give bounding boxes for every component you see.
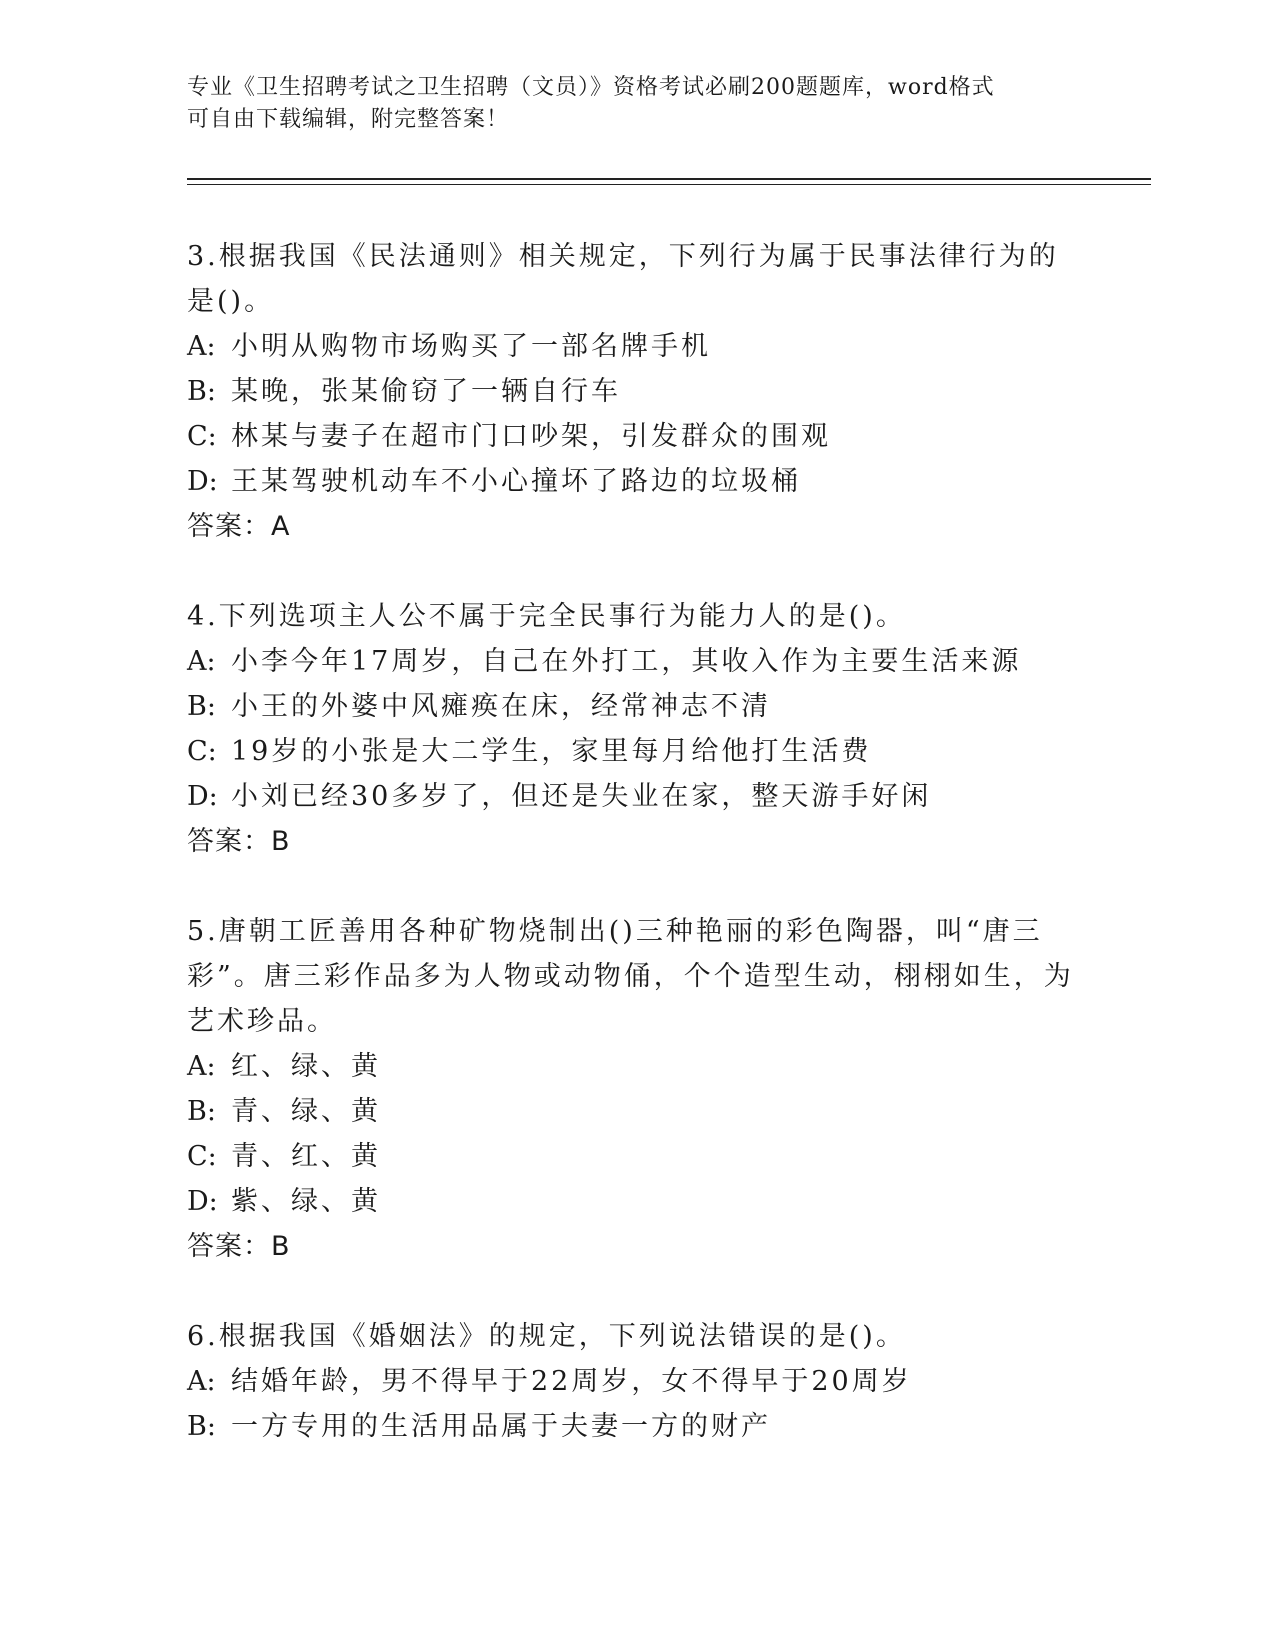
option-text: 19岁的小张是大二学生，家里每月给他打生活费: [231, 736, 872, 767]
option-key: C:: [187, 1141, 217, 1172]
question-6: [187, 1314, 1087, 1449]
option-a: [187, 639, 1087, 684]
option-key: D:: [187, 781, 218, 812]
option-c: [187, 1134, 1087, 1179]
question-stem: 6.根据我国《婚姻法》的规定，下列说法错误的是()。: [187, 1321, 906, 1352]
option-text: 小刘已经30多岁了，但还是失业在家，整天游手好闲: [231, 781, 932, 812]
option-a: [187, 1044, 1087, 1089]
question-4: [187, 594, 1087, 864]
option-a: [187, 1359, 1087, 1404]
option-text: 一方专用的生活用品属于夫妻一方的财产: [231, 1411, 771, 1442]
document-header: [187, 72, 1087, 136]
option-d: [187, 774, 1087, 819]
option-d: [187, 1179, 1087, 1224]
option-key: A:: [187, 646, 216, 677]
option-key: A:: [187, 1366, 216, 1397]
option-d: [187, 459, 1087, 504]
option-b: [187, 684, 1087, 729]
option-text: 小王的外婆中风瘫痪在床，经常神志不清: [231, 691, 771, 722]
option-key: B:: [187, 1411, 216, 1442]
option-text: 林某与妻子在超市门口吵架，引发群众的围观: [231, 421, 831, 452]
option-text: 青、绿、黄: [231, 1096, 381, 1127]
option-text: 青、红、黄: [231, 1141, 381, 1172]
option-c: [187, 729, 1087, 774]
option-key: C:: [187, 421, 217, 452]
option-text: 小明从购物市场购买了一部名牌手机: [231, 331, 711, 362]
option-b: [187, 1089, 1087, 1134]
header-divider: [187, 178, 1151, 180]
option-c: [187, 414, 1087, 459]
answer: 答案：B: [187, 826, 291, 857]
question-list: [187, 234, 1087, 1494]
option-text: 紫、绿、黄: [231, 1186, 381, 1217]
option-text: 某晚，张某偷窃了一辆自行车: [231, 376, 621, 407]
option-text: 小李今年17周岁，自己在外打工，其收入作为主要生活来源: [231, 646, 1022, 677]
question-3: [187, 234, 1087, 549]
option-key: D:: [187, 466, 218, 497]
question-stem: 3.根据我国《民法通则》相关规定，下列行为属于民事法律行为的是()。: [187, 241, 1059, 317]
question-stem: 4.下列选项主人公不属于完全民事行为能力人的是()。: [187, 601, 906, 632]
option-key: B:: [187, 376, 216, 407]
option-text: 结婚年龄，男不得早于22周岁，女不得早于20周岁: [231, 1366, 912, 1397]
answer: 答案：A: [187, 511, 291, 542]
question-5: [187, 909, 1087, 1269]
option-key: C:: [187, 736, 217, 767]
option-b: [187, 369, 1087, 414]
answer: 答案：B: [187, 1231, 291, 1262]
option-text: 王某驾驶机动车不小心撞坏了路边的垃圾桶: [231, 466, 801, 497]
header-line-2: 可自由下载编辑，附完整答案！: [187, 107, 510, 132]
option-key: B:: [187, 691, 216, 722]
option-key: A:: [187, 331, 216, 362]
option-key: A:: [187, 1051, 216, 1082]
option-b: [187, 1404, 1087, 1449]
header-line-1: 专业《卫生招聘考试之卫生招聘（文员）》资格考试必刷200题题库，word格式: [187, 75, 995, 100]
option-key: B:: [187, 1096, 216, 1127]
option-key: D:: [187, 1186, 218, 1217]
option-a: [187, 324, 1087, 369]
option-text: 红、绿、黄: [231, 1051, 381, 1082]
header-divider-thin: [187, 184, 1151, 185]
question-stem: 5.唐朝工匠善用各种矿物烧制出()三种艳丽的彩色陶器，叫“唐三彩”。唐三彩作品多为人物或动物俑，个个造型生动，栩栩如生，为艺术珍品。: [187, 916, 1074, 1037]
